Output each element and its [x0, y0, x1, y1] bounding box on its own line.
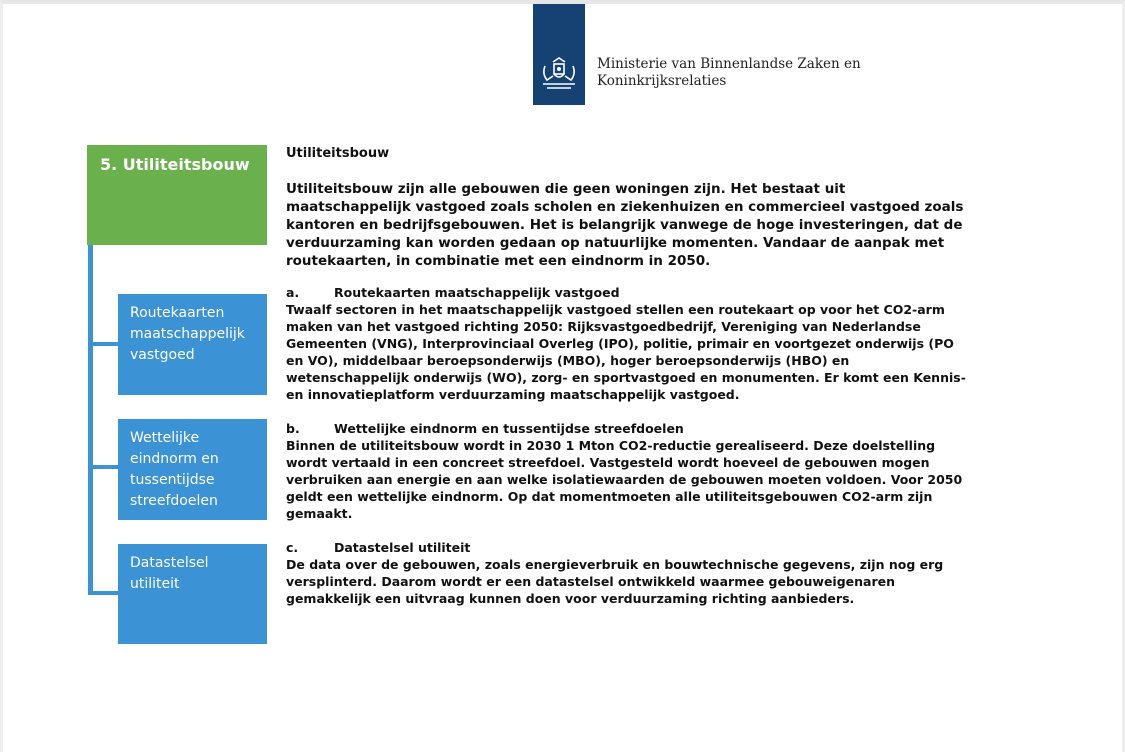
government-logo-bar [533, 4, 585, 105]
subsection-b [286, 420, 966, 522]
subsection-heading-text: Routekaarten maatschappelijk vastgoed [334, 285, 620, 300]
subsection-c [286, 539, 966, 607]
sub-topic-label: Wettelijke eindnorm en tussentijdse streefdoelen [130, 430, 219, 509]
ministry-name-line2: Koninkrijksrelaties [597, 73, 727, 89]
subsection-letter: b. [286, 421, 300, 436]
subsection-heading-text: Datastelsel utiliteit [334, 540, 471, 555]
diagram-connector-vertical [88, 245, 93, 595]
sub-topic-label: Routekaarten maatschappelijk vastgoed [130, 305, 245, 363]
ministry-name [597, 56, 861, 90]
diagram-connector-1 [88, 342, 120, 346]
subsection-heading [286, 420, 966, 437]
subsection-body: Twaalf sectoren in het maatschappelijk vastgoed stellen een routekaart op voor het CO2-arm maken van het vastgoed richting 2050: Rijksvastgoedbedrijf, Vereniging van Nederlandse Gemeenten (VNG), Interprovinciaal Overleg (IPO), politie, primair en voortgezet onderwijs (PO en VO), middelbaar beroepsonderwijs (MBO), hoger beroepsonderwijs (HBO) en wetenschappelijk onderwijs (WO), zorg- en sportvastgoed en monumenten. Er komt een Kennis- en innovatieplatform verduurzaming maatschappelijk vastgoed. [286, 302, 966, 402]
ministry-name-line1: Ministerie van Binnenlandse Zaken en [597, 56, 861, 72]
subsection-letter: a. [286, 285, 300, 300]
sub-topic-box-eindnorm [118, 419, 267, 520]
diagram-connector-3 [88, 591, 120, 595]
document-body [286, 145, 966, 624]
subsection-heading-text: Wettelijke eindnorm en tussentijdse streefdoelen [334, 421, 684, 436]
section-title: Utiliteitsbouw [286, 146, 390, 161]
intro-paragraph: Utiliteitsbouw zijn alle gebouwen die geen woningen zijn. Het bestaat uit maatschappelijk vastgoed zoals scholen en ziekenhuizen en commercieel vastgoed zoals kantoren en bedrijfsgebouwen. Het is belangrijk vanwege de hoge investeringen, dat de verduurzaming kan worden gedaan op natuurlijke momenten. Vandaar de aanpak met routekaarten, in combinatie met een eindnorm in 2050. [286, 181, 964, 269]
sub-topic-label: Datastelsel utiliteit [130, 555, 209, 592]
subsection-body: De data over de gebouwen, zoals energieverbruik en bouwtechnische gegevens, zijn nog erg versplinterd. Daarom wordt er een datastelsel ontwikkeld waarmee gebouweigenaren gemakkelijk een uitvraag kunnen doen voor verduurzaming richting aanbieders. [286, 557, 944, 606]
coat-of-arms-icon [539, 56, 579, 92]
subsection-heading [286, 539, 966, 556]
main-topic-title: 5. Utiliteitsbouw [100, 155, 250, 174]
subsection-heading [286, 284, 966, 301]
sub-topic-box-routekaarten [118, 294, 267, 395]
subsection-a [286, 284, 966, 403]
subsection-letter: c. [286, 540, 299, 555]
sub-topic-box-datastelsel [118, 544, 267, 644]
subsection-body: Binnen de utiliteitsbouw wordt in 2030 1 Mton CO2-reductie gerealiseerd. Deze doelstelling wordt vertaald in een concreet streefdoel. Vastgesteld wordt hoeveel de gebouwen mogen verbruiken aan energie en aan welke isolatiewaarden de gebouwen moeten voldoen. Voor 2050 geldt een wettelijke eindnorm. Op dat momentmoeten alle utiliteitsgebouwen CO2-arm zijn gemaakt. [286, 438, 963, 521]
diagram-connector-2 [88, 465, 120, 469]
